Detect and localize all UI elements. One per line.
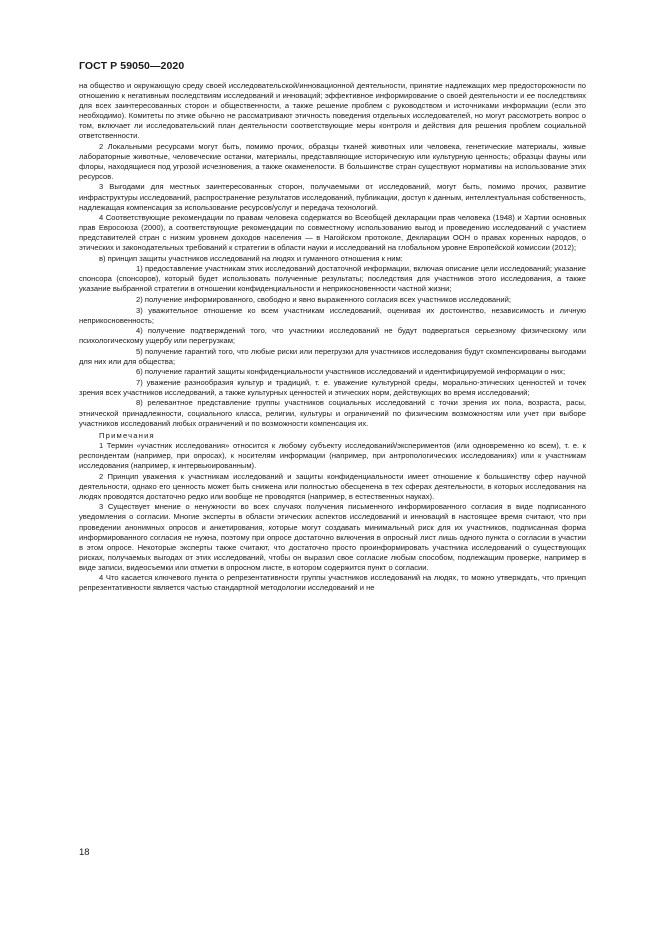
paragraph: 2 Локальными ресурсами могут быть, помимо прочих, образцы тканей животных или человека, генетические материалы, живые лабораторные животные, человеческие останки, материалы, представляющие историческую или культурную ценность; образцы фауны или флоры, находящиеся под угрозой исчезновения, а также окаменелости. В большинстве стран существуют нормативы на использование этих ресурсов. <box>79 141 586 181</box>
list-item: 5) получение гарантий того, что любые риски или перегрузки для участников исследования будут скомпенсированы выгодами для них или для общества; <box>79 346 586 366</box>
note-item: 4 Что касается ключевого пункта о репрезентативности группы участников исследований на людях, то можно утверждать, что принцип репрезентативности является частью стандартной методологии исследований и не <box>79 573 586 593</box>
paragraph: на общество и окружающую среду своей исследовательской/инновационной деятельности, принятие надлежащих мер предосторожности по отношению к негативным последствиям исследований и инноваций; эффективное информирование о своей деятельности и ее последствиях для всех заинтересованных сторон и общественности, а также решение проблем с руководством и источниками информации (если это необходимо). Комитеты по этике обычно не рассматривают этичность поведения отдельных исследователей, но могут рассмотреть вопрос о том, включает ли исследовательский план деятельности соответствующие меры контроля и действия для решения проблем социальной ответственности. <box>79 81 586 141</box>
list-item: 8) релевантное представление группы участников социальных исследований с точки зрения их пола, возраста, расы, этнической принадлежности, социального класса, религии, культуры и ограничений по физическим возможностям или учет при выборе участников исследований любых ограничений и по возможности компенсация их. <box>79 398 586 428</box>
document-body <box>79 81 586 594</box>
list-item: 1) предоставление участникам этих исследований достаточной информации, включая описание цели исследований; указание спонсора (спонсоров), который будет использовать полученные результаты; последствия для участников этого исследования, а также указание выбранной стратегии в отношении конфиденциальности и неприкосновенности частной жизни; <box>79 264 586 294</box>
document-code-header: ГОСТ Р 59050—2020 <box>79 60 185 72</box>
list-item: 4) получение подтверждений того, что участники исследований не будут подвергаться серьезному физическому или психологическому ущербу или перегрузкам; <box>79 326 586 346</box>
paragraph: 4 Соответствующие рекомендации по правам человека содержатся во Всеобщей декларации прав человека (1948) и Хартии основных прав Евросоюза (2000), а соответствующие рекомендации по совместному использованию выгод и проведению исследований с участием представителей стран с низким уровнем доходов населения — в Нагойском протоколе, Декларации ООН о правах коренных народов, о этических и законодательных требований к стратегии в области науки и исследований на глобальном уровне Европейской комиссии (2012); <box>79 213 586 253</box>
principle-heading: в) принцип защиты участников исследований на людях и гуманного отношения к ним: <box>99 253 403 263</box>
page-number: 18 <box>79 847 90 858</box>
list-item: 3) уважительное отношение ко всем участникам исследований, оценивая их достоинство, независимость и личную неприкосновенность; <box>79 305 586 325</box>
note-item: 3 Существует мнение о ненужности во всех случаях получения письменного информированного согласия в виде подписанного уведомления о согласии. Многие эксперты в области этических аспектов исследований и инноваций в настоящее время считают, что при проведении анонимных опросов и анкетирования, которые могут создавать минимальный риск для их участников, подписанная форма информированного согласия не нужна, поэтому при опросе достаточно включения в опросный лист лишь одного пункта о согласии в участии в этом опросе. Некоторые эксперты также считают, что достаточно просто проинформировать участника исследований о существующих рисках, получаемых выгодах от этих исследований, чтобы он выразил свое согласие любым способом, подлежащим проверке, например в виде записи, видеосъемки или отметки в опросном листе, в котором содержится пункт о согласии. <box>79 502 586 572</box>
list-item: 6) получение гарантий защиты конфиденциальности участников исследований и идентифицируемой информации о них; <box>136 367 566 377</box>
note-item: 2 Принцип уважения к участникам исследований и защиты конфиденциальности имеет отношение к большинству сфер научной деятельности, однако его ценность может быть снижена или полностью обесценена в тех сферах деятельности, в которых исследования на людях проводятся достаточно редко или вообще не проводятся (например, в естественных науках). <box>79 471 586 501</box>
paragraph: 3 Выгодами для местных заинтересованных сторон, получаемыми от исследований, могут быть, помимо прочих, развитие инфраструктуры исследований, распространение результатов исследований, публикации, доступ к данным, интеллектуальная собственность, надлежащая компенсация за использование ресурсов/услуг и передача технологий. <box>79 182 586 212</box>
list-item: 2) получение информированного, свободно и явно выраженного согласия всех участников исследований; <box>136 294 511 304</box>
notes-heading: Примечания <box>99 430 155 440</box>
note-item: 1 Термин «участник исследования» относится к любому субъекту исследований/экспериментов (или одновременно ко всем), т. е. к респондентам (например, при опросах), к носителям информации (например, при антропологических исследованиях) или к участникам исследования (например, к интервьюированным). <box>79 441 586 471</box>
list-item: 7) уважение разнообразия культур и традиций, т. е. уважение культурной среды, морально-этических ценностей и точек зрения всех участников исследований, а также культурных ценностей и этических норм, действующих во время исследований; <box>79 377 586 397</box>
